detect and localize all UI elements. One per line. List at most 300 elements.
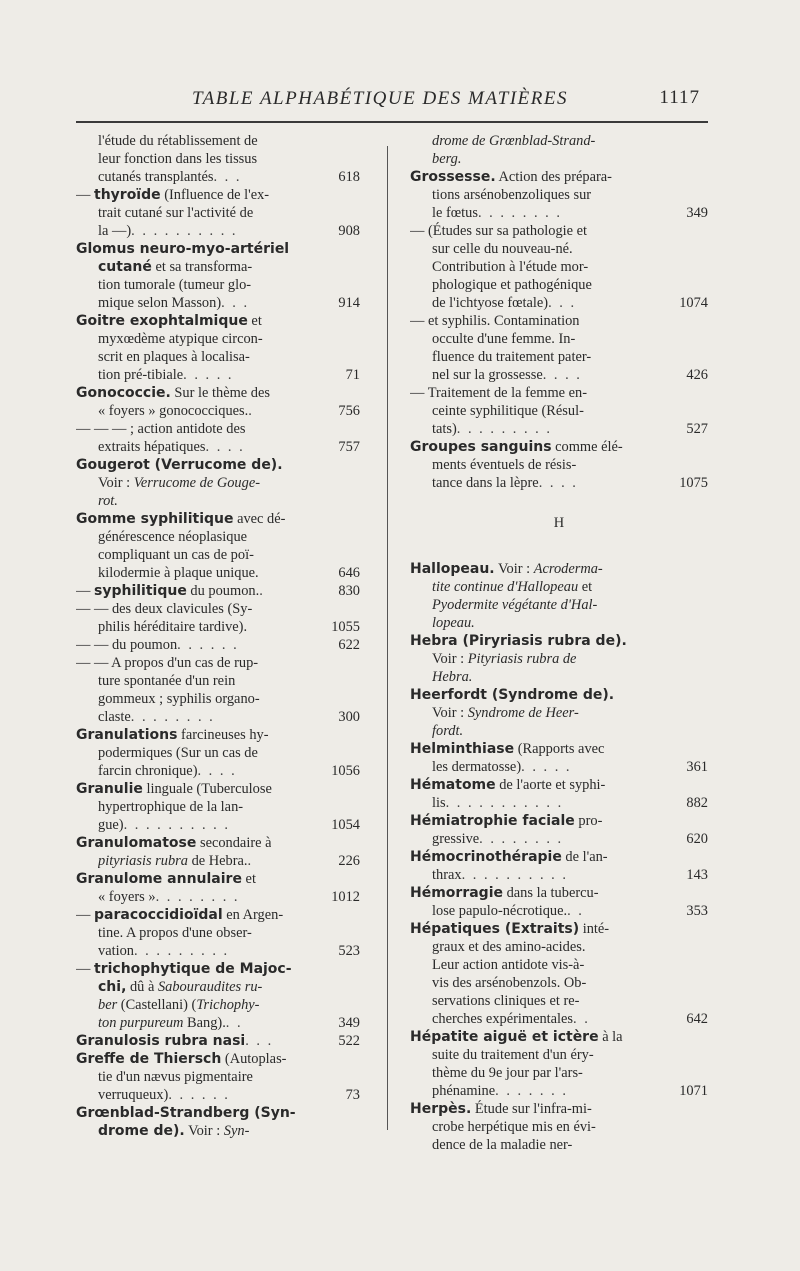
index-line bbox=[410, 578, 708, 596]
index-line bbox=[410, 240, 708, 258]
index-line bbox=[410, 312, 708, 330]
entry-text-segment: — (Études sur sa pathologie et bbox=[410, 223, 588, 239]
entry-text bbox=[432, 758, 521, 776]
index-line bbox=[76, 546, 360, 564]
entry-text-segment: tine. A propos d'une obser- bbox=[98, 925, 252, 941]
leader-dots: . . . bbox=[548, 295, 577, 311]
entry-reference: drome de Grœnblad-Strand- bbox=[432, 133, 596, 149]
entry-text bbox=[410, 920, 609, 938]
index-line bbox=[410, 384, 708, 402]
entry-text bbox=[98, 528, 247, 546]
leader-dots: . . bbox=[573, 1011, 590, 1027]
page-reference: 143 bbox=[686, 867, 708, 883]
index-line bbox=[76, 348, 360, 366]
entry-text bbox=[76, 456, 283, 474]
entry-text-segment: — — du poumon bbox=[76, 637, 178, 653]
index-line bbox=[410, 920, 708, 938]
entry-text bbox=[410, 632, 627, 650]
entry-reference: Hebra. bbox=[432, 669, 473, 685]
entry-text-segment: vis des arsénobenzols. Ob- bbox=[432, 975, 587, 991]
entry-text bbox=[432, 722, 463, 740]
entry-heading: Heerfordt (Syndrome de). bbox=[410, 687, 615, 703]
entry-text-segment: graux et des amino-acides. bbox=[432, 939, 586, 955]
page-reference: 830 bbox=[338, 583, 360, 599]
leader-dots: . . . . . bbox=[183, 367, 234, 383]
entry-heading: Gomme syphilitique bbox=[76, 511, 234, 527]
page-reference: 757 bbox=[338, 439, 360, 455]
entry-text-segment: Leur action antidote vis-à- bbox=[432, 957, 585, 973]
entry-heading: Granulomatose bbox=[76, 835, 197, 851]
entry-text bbox=[98, 222, 131, 240]
page-reference: 226 bbox=[338, 853, 360, 869]
entry-text bbox=[432, 866, 462, 884]
leader-dots: . . . . bbox=[197, 763, 237, 779]
entry-heading: Hémocrinothérapie bbox=[410, 849, 562, 865]
index-entry bbox=[76, 834, 360, 870]
index-line bbox=[410, 614, 708, 632]
entry-text-segment: — bbox=[76, 583, 94, 599]
entry-text-segment: Bang). bbox=[183, 1015, 226, 1031]
entry-text bbox=[98, 492, 118, 510]
page-reference: 620 bbox=[686, 831, 708, 847]
entry-text-segment: Voir : bbox=[184, 1123, 224, 1139]
entry-text-segment: phologique et pathogénique bbox=[432, 277, 592, 293]
entry-text-segment: philis héréditaire tardive). bbox=[98, 619, 248, 635]
entry-text-segment: à la bbox=[598, 1029, 623, 1045]
entry-heading: Glomus neuro-myo-artériel bbox=[76, 241, 290, 257]
entry-text-segment: kilodermie à plaque unique. bbox=[98, 565, 259, 581]
entry-text bbox=[410, 560, 603, 578]
index-line bbox=[410, 686, 708, 704]
index-line bbox=[76, 798, 360, 816]
entry-text-segment: du poumon. bbox=[186, 583, 260, 599]
index-line bbox=[76, 384, 360, 402]
leader-dots: . . . . . . . . . bbox=[133, 943, 230, 959]
entry-text-segment: trait cutané sur l'activité de bbox=[98, 205, 254, 221]
entry-text bbox=[432, 366, 543, 384]
index-line bbox=[76, 582, 360, 600]
leader-dots: . . . . . . . . bbox=[155, 889, 240, 905]
entry-text-segment: et bbox=[247, 313, 262, 329]
entry-text bbox=[98, 1014, 226, 1032]
entry-text-segment: farcin chronique) bbox=[98, 763, 198, 779]
leader-dots: . bbox=[259, 583, 265, 599]
index-line bbox=[76, 852, 360, 870]
entry-text-segment: — bbox=[76, 187, 94, 203]
leader-dots: . . . . . . . . . . bbox=[123, 817, 230, 833]
index-line bbox=[76, 276, 360, 294]
entry-text-segment: avec dé- bbox=[233, 511, 286, 527]
entry-heading: Herpès. bbox=[410, 1101, 472, 1117]
entry-text bbox=[432, 956, 584, 974]
index-line bbox=[76, 474, 360, 492]
entry-text bbox=[410, 686, 614, 704]
entry-text-segment: (Influence de l'ex- bbox=[160, 187, 270, 203]
entry-text bbox=[98, 204, 253, 222]
entry-text-segment: de l'an- bbox=[561, 849, 608, 865]
leader-dots: . . . . . . . . . . . bbox=[445, 795, 564, 811]
entry-text-segment: la —) bbox=[98, 223, 132, 239]
entry-text-segment: Sur le thème des bbox=[170, 385, 270, 401]
index-line bbox=[76, 690, 360, 708]
entry-heading: Granulie bbox=[76, 781, 143, 797]
index-line bbox=[410, 758, 708, 776]
index-entry bbox=[410, 438, 708, 492]
index-entry bbox=[76, 1032, 360, 1050]
entry-text-segment: Contribution à l'étude mor- bbox=[432, 259, 589, 275]
page-reference: 349 bbox=[686, 205, 708, 221]
index-line bbox=[76, 1086, 360, 1104]
entry-text bbox=[432, 596, 597, 614]
entry-text-segment: en Argen- bbox=[222, 907, 284, 923]
entry-text-segment: vation bbox=[98, 943, 134, 959]
entry-text bbox=[432, 830, 479, 848]
entry-text-segment: gue) bbox=[98, 817, 124, 833]
entry-text-segment: Étude sur l'infra-mi- bbox=[471, 1101, 592, 1117]
entry-text-segment: verruqueux) bbox=[98, 1087, 169, 1103]
index-entry bbox=[76, 510, 360, 726]
page-reference: 1056 bbox=[331, 763, 360, 779]
entry-text bbox=[98, 924, 252, 942]
entry-text bbox=[432, 1064, 583, 1082]
index-line bbox=[76, 528, 360, 546]
entry-reference: Syndrome de Heer- bbox=[467, 705, 579, 721]
entry-text-segment: podermiques (Sur un cas de bbox=[98, 745, 258, 761]
entry-text bbox=[76, 636, 177, 654]
entry-heading: drome de). bbox=[98, 1123, 185, 1139]
entry-text-segment: le fœtus bbox=[432, 205, 478, 221]
index-line bbox=[410, 866, 708, 884]
index-line bbox=[76, 132, 360, 150]
page-reference: 908 bbox=[338, 223, 360, 239]
entry-heading: Hebra (Piryriasis rubra de). bbox=[410, 633, 627, 649]
index-line bbox=[410, 420, 708, 438]
entry-text-segment: Voir : bbox=[432, 705, 468, 721]
entry-heading: Greffe de Thiersch bbox=[76, 1051, 222, 1067]
index-line bbox=[76, 186, 360, 204]
index-line bbox=[410, 186, 708, 204]
entry-text bbox=[432, 420, 457, 438]
entry-text-segment: extraits hépatiques bbox=[98, 439, 206, 455]
index-entry bbox=[76, 132, 360, 186]
entry-text bbox=[432, 456, 576, 474]
index-line bbox=[410, 668, 708, 686]
entry-text bbox=[432, 186, 591, 204]
entry-text-segment: générescence néoplasique bbox=[98, 529, 248, 545]
index-line bbox=[410, 276, 708, 294]
index-line bbox=[410, 560, 708, 578]
entry-text-segment: thème du 9e jour par l'ars- bbox=[432, 1065, 583, 1081]
page-reference: 349 bbox=[338, 1015, 360, 1031]
entry-text bbox=[432, 794, 446, 812]
entry-text bbox=[432, 294, 548, 312]
page-reference: 1075 bbox=[679, 475, 708, 491]
entry-reference: tite continue d'Hallopeau bbox=[432, 579, 579, 595]
entry-text bbox=[432, 1118, 596, 1136]
entry-text bbox=[76, 582, 259, 600]
page-reference: 1012 bbox=[331, 889, 360, 905]
entry-text bbox=[98, 1086, 168, 1104]
index-entry bbox=[410, 168, 708, 438]
index-line bbox=[76, 600, 360, 618]
entry-reference: pityriasis rubra bbox=[98, 853, 188, 869]
index-line bbox=[410, 456, 708, 474]
entry-text bbox=[98, 888, 156, 906]
page-reference: 361 bbox=[686, 759, 708, 775]
entry-text bbox=[98, 672, 235, 690]
entry-text-segment: thrax bbox=[432, 867, 462, 883]
leader-dots: . . . bbox=[245, 1033, 274, 1049]
entry-text bbox=[98, 474, 260, 492]
index-entry bbox=[410, 920, 708, 1028]
entry-heading: Hépatiques (Extraits) bbox=[410, 921, 580, 937]
index-line bbox=[410, 848, 708, 866]
page-reference: 353 bbox=[686, 903, 708, 919]
entry-text-segment: compliquant un cas de poï- bbox=[98, 547, 254, 563]
index-line bbox=[76, 402, 360, 420]
entry-text bbox=[432, 1082, 495, 1100]
index-line bbox=[76, 1032, 360, 1050]
entry-reference: lopeau. bbox=[432, 615, 475, 631]
entry-text-segment: inté- bbox=[579, 921, 610, 937]
entry-text bbox=[432, 348, 591, 366]
entry-heading: Granulome annulaire bbox=[76, 871, 242, 887]
index-entry bbox=[76, 780, 360, 834]
index-entry bbox=[410, 1100, 708, 1154]
index-line bbox=[410, 776, 708, 794]
index-line bbox=[410, 204, 708, 222]
index-line bbox=[76, 420, 360, 438]
index-line bbox=[410, 294, 708, 312]
index-line bbox=[410, 794, 708, 812]
entry-text bbox=[410, 312, 579, 330]
index-entry bbox=[410, 812, 708, 848]
entry-text-segment: fluence du traitement pater- bbox=[432, 349, 592, 365]
entry-heading: syphilitique bbox=[94, 583, 187, 599]
index-line bbox=[76, 618, 360, 636]
index-line bbox=[410, 150, 708, 168]
index-line bbox=[410, 704, 708, 722]
entry-text bbox=[432, 668, 472, 686]
index-line bbox=[410, 474, 708, 492]
entry-text bbox=[410, 384, 587, 402]
entry-heading: Hépatite aiguë et ictère bbox=[410, 1029, 599, 1045]
index-line bbox=[410, 974, 708, 992]
index-entry bbox=[410, 632, 708, 686]
leader-dots: . . bbox=[567, 903, 584, 919]
index-line bbox=[76, 168, 360, 186]
index-line bbox=[410, 438, 708, 456]
index-line bbox=[76, 924, 360, 942]
entry-text bbox=[98, 402, 248, 420]
page-reference: 646 bbox=[338, 565, 360, 581]
index-line bbox=[410, 812, 708, 830]
index-line bbox=[76, 240, 360, 258]
index-line bbox=[410, 632, 708, 650]
entry-heading: Gonococcie. bbox=[76, 385, 171, 401]
index-line bbox=[410, 938, 708, 956]
page-reference: 1054 bbox=[331, 817, 360, 833]
entry-text-segment: gommeux ; syphilis organo- bbox=[98, 691, 260, 707]
entry-text bbox=[98, 366, 183, 384]
entry-text bbox=[98, 852, 248, 870]
entry-reference: Verrucome de Gouge- bbox=[133, 475, 260, 491]
entry-text-segment: dans la tubercu- bbox=[503, 885, 599, 901]
index-line bbox=[410, 222, 708, 240]
entry-text bbox=[98, 132, 258, 150]
entry-text bbox=[432, 974, 586, 992]
entry-text-segment: tion tumorale (tumeur glo- bbox=[98, 277, 252, 293]
entry-heading: thyroïde bbox=[94, 187, 161, 203]
entry-text-segment: (Rapports avec bbox=[514, 741, 605, 757]
index-entry bbox=[76, 186, 360, 240]
leader-dots: . . . . . . . . . bbox=[456, 421, 552, 437]
entry-heading: trichophytique de Majoc- bbox=[94, 961, 292, 977]
entry-text bbox=[410, 848, 608, 866]
entry-text bbox=[98, 564, 259, 582]
entry-text bbox=[76, 654, 258, 672]
entry-text bbox=[76, 420, 245, 438]
leader-dots: . . . . . . . . . . bbox=[461, 867, 568, 883]
index-line bbox=[76, 330, 360, 348]
index-line bbox=[410, 1028, 708, 1046]
entry-text bbox=[432, 704, 579, 722]
index-line bbox=[76, 816, 360, 834]
index-line bbox=[76, 258, 360, 276]
entry-text-segment: de l'ichtyose fœtale) bbox=[432, 295, 549, 311]
entry-text-segment: suite du traitement d'un éry- bbox=[432, 1047, 594, 1063]
leader-dots: . . . . . . . . bbox=[477, 205, 562, 221]
index-line bbox=[410, 596, 708, 614]
entry-text bbox=[410, 1028, 623, 1046]
entry-text-segment: — — — ; action antidote des bbox=[76, 421, 246, 437]
leader-dots: . . bbox=[225, 1015, 243, 1031]
entry-heading: Grossesse. bbox=[410, 169, 496, 185]
entry-text bbox=[432, 992, 579, 1010]
entry-text bbox=[98, 168, 213, 186]
page-reference: 527 bbox=[686, 421, 708, 437]
index-line bbox=[410, 740, 708, 758]
index-line bbox=[410, 132, 708, 150]
page-reference: 522 bbox=[338, 1033, 360, 1049]
index-entry bbox=[410, 1028, 708, 1100]
index-line bbox=[76, 366, 360, 384]
entry-text-segment: « foyers » bbox=[98, 889, 156, 905]
page-reference: 914 bbox=[338, 295, 360, 311]
entry-text bbox=[432, 132, 595, 150]
entry-text bbox=[76, 384, 270, 402]
entry-text bbox=[76, 1032, 245, 1050]
entry-text bbox=[98, 708, 131, 726]
page-reference: 1074 bbox=[679, 295, 708, 311]
entry-text bbox=[76, 780, 272, 798]
entry-text-segment: tion pré-tibiale bbox=[98, 367, 184, 383]
index-line bbox=[76, 636, 360, 654]
page-reference: 523 bbox=[338, 943, 360, 959]
entry-text-segment: hypertrophique de la lan- bbox=[98, 799, 244, 815]
entry-text-segment: et bbox=[578, 579, 593, 595]
entry-text bbox=[98, 546, 254, 564]
leader-dots: . bbox=[248, 403, 254, 419]
entry-text bbox=[432, 1136, 572, 1154]
entry-text-segment: ceinte syphilitique (Résul- bbox=[432, 403, 584, 419]
entry-text-segment: — bbox=[76, 961, 94, 977]
leader-dots: . . . . . . . . . . bbox=[131, 223, 238, 239]
entry-text bbox=[98, 294, 221, 312]
entry-text-segment: secondaire à bbox=[196, 835, 272, 851]
entry-text bbox=[98, 258, 252, 276]
leader-dots: . . . . . bbox=[521, 759, 572, 775]
entry-text-segment: lis bbox=[432, 795, 446, 811]
entry-text bbox=[432, 150, 461, 168]
index-column-left bbox=[76, 132, 360, 1140]
entry-text bbox=[76, 726, 269, 744]
index-line bbox=[410, 902, 708, 920]
entry-reference: Pyodermite végétante d'Hal- bbox=[432, 597, 598, 613]
entry-text-segment: dence de la maladie ner- bbox=[432, 1137, 573, 1153]
page-reference: 71 bbox=[345, 367, 360, 383]
leader-dots: . . . . bbox=[205, 439, 245, 455]
entry-text-segment: leur fonction dans les tissus bbox=[98, 151, 258, 167]
index-line bbox=[410, 722, 708, 740]
entry-text-segment: ture spontanée d'un rein bbox=[98, 673, 236, 689]
entry-text bbox=[410, 884, 599, 902]
page-number: 1117 bbox=[659, 87, 700, 108]
index-line bbox=[76, 456, 360, 474]
entry-heading: Hallopeau. bbox=[410, 561, 495, 577]
entry-text-segment: comme élé- bbox=[551, 439, 623, 455]
index-entry bbox=[76, 456, 360, 510]
entry-text-segment: pro- bbox=[574, 813, 603, 829]
index-line bbox=[76, 960, 360, 978]
entry-text-segment: — Traitement de la femme en- bbox=[410, 385, 588, 401]
index-line bbox=[76, 942, 360, 960]
entry-text bbox=[76, 186, 269, 204]
index-line bbox=[410, 258, 708, 276]
entry-heading: Granulations bbox=[76, 727, 178, 743]
entry-reference: fordt. bbox=[432, 723, 464, 739]
index-line bbox=[410, 884, 708, 902]
index-entry bbox=[410, 686, 708, 740]
entry-text-segment: de l'aorte et syphi- bbox=[495, 777, 606, 793]
entry-text bbox=[98, 276, 251, 294]
index-line bbox=[76, 204, 360, 222]
entry-text bbox=[432, 258, 588, 276]
header-rule bbox=[76, 121, 708, 123]
index-line bbox=[76, 708, 360, 726]
leader-dots: . bbox=[247, 853, 254, 869]
leader-dots: . . . . . . . . bbox=[130, 709, 215, 725]
entry-text-segment: — et syphilis. Contamination bbox=[410, 313, 580, 329]
index-line bbox=[76, 222, 360, 240]
index-line bbox=[76, 294, 360, 312]
entry-text bbox=[432, 1046, 594, 1064]
entry-text bbox=[76, 312, 262, 330]
entry-text bbox=[98, 438, 206, 456]
index-line bbox=[410, 830, 708, 848]
entry-heading: Goitre exophtalmique bbox=[76, 313, 248, 329]
entry-text-segment: tions arsénobenzoliques sur bbox=[432, 187, 592, 203]
entry-text bbox=[76, 960, 292, 978]
index-line bbox=[410, 168, 708, 186]
entry-heading: chi, bbox=[98, 979, 127, 995]
index-line bbox=[410, 1010, 708, 1028]
entry-text-segment: Voir : bbox=[432, 651, 468, 667]
index-entry bbox=[76, 384, 360, 456]
entry-text bbox=[98, 744, 258, 762]
index-entry bbox=[410, 132, 708, 168]
index-line bbox=[76, 492, 360, 510]
